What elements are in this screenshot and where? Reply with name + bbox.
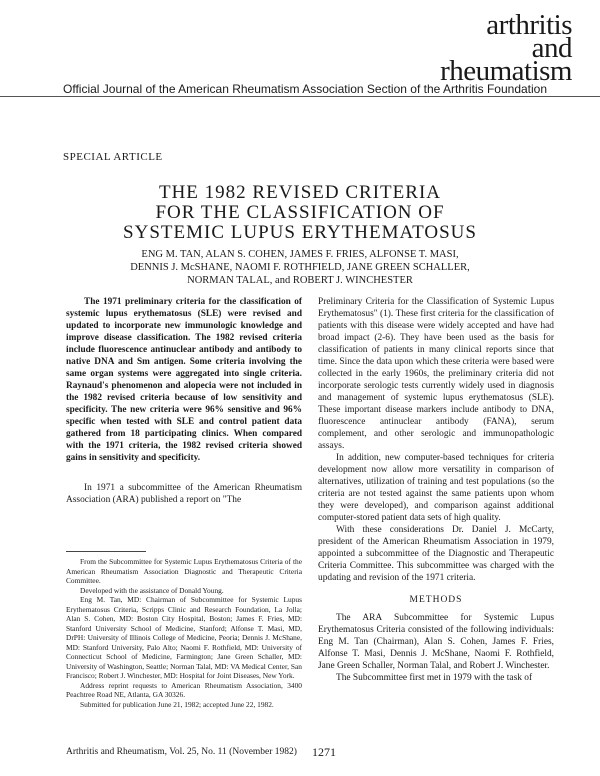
masthead-divider bbox=[0, 96, 600, 97]
body-paragraph-1: Preliminary Criteria for the Classification of Systemic Lupus Erythematosus" (1). These first criteria for the classification of patients with this disease were widely accepted and have had broad impact (2-6). They have been used as the basis for classification of patients in many clinical reports since that time. Since the data upon which these criteria were based were collected in the early 1960s, the preliminary criteria did not incorporate serologic tests currently widely used in diagnosis and management of systemic lupus erythematosus (SLE). These important disease markers include antibody to DNA, fluorescence antinuclear antibody (FANA), serum complement, and other serologic and immunopathologic assays. bbox=[318, 297, 554, 451]
body-paragraph-4: The ARA Subcommittee for Systemic Lupus Erythematosus Criteria consisted of the following individuals: Eng M. Tan (Chairman), Alan S. Cohen, James F. Fries, Alfonse T. Masi, Dennis J. McShane, Naomi F. Rothfield, Jane Green Schaller, Norman Talal, and Robert J. Winchester. bbox=[318, 613, 554, 671]
authors-line-1: ENG M. TAN, ALAN S. COHEN, JAMES F. FRIES, ALFONSE T. MASI, bbox=[141, 249, 459, 260]
page-number: 1271 bbox=[312, 745, 336, 759]
journal-masthead bbox=[440, 9, 572, 87]
masthead-line-2: and bbox=[531, 32, 572, 64]
abstract: The 1971 preliminary criteria for the classification of systemic lupus erythematosus (SLE) were revised and updated to incorporate new immunologic knowledge and improve disease classification. The 1982 revised criteria include fluorescence antinuclear antibody and antibody to native DNA and Sm antigen. Some criteria involving the same organ systems were aggregated into single criteria. Raynaud's phenomenon and alopecia were not included in the 1982 revised criteria because of low sensitivity and specificity. The new criteria were 96% sensitive and 96% specific when tested with SLE and control patient data gathered from 18 participating clinics. When compared with the 1971 criteria, the 1982 revised criteria showed gains in sensitivity and specificity. bbox=[66, 297, 302, 463]
masthead-line-1: arthritis bbox=[486, 9, 572, 41]
body-paragraph-5: The Subcommittee first met in 1979 with the task of bbox=[336, 673, 533, 683]
footnote-5: Submitted for publication June 21, 1982; accepted June 22, 1982. bbox=[80, 699, 274, 709]
authors-line-3: NORMAN TALAL, and ROBERT J. WINCHESTER bbox=[187, 275, 413, 286]
intro-paragraph: In 1971 a subcommittee of the American Rheumatism Association (ARA) published a report on "The bbox=[66, 483, 302, 505]
footnotes bbox=[66, 557, 302, 709]
title-line-1: THE 1982 REVISED CRITERIA bbox=[158, 182, 441, 203]
title-line-3: SYSTEMIC LUPUS ERYTHEMATOSUS bbox=[123, 222, 477, 243]
section-label: SPECIAL ARTICLE bbox=[63, 151, 163, 163]
article-title bbox=[0, 183, 600, 243]
footnote-3: Eng M. Tan, MD: Chairman of Subcommittee for Systemic Lupus Erythematosus Criteria, Scripps Clinic and Research Foundation, La Jolla; Alan S. Cohen, MD: Boston City Hospital, Boston; James F. Fries, MD: Stanford University School of Medicine, Stanford; Alfonse T. Masi, MD, DrPH: University of Illinois College of Medicine, Peoria; Dennis J. McShane, MD: Stanford University, Palo Alto; Naomi F. Rothfield, MD: University of Connecticut School of Medicine, Farmington; Jane Green Schaller, MD: University of Washington, Seattle; Norman Talal, MD: VA Medical Center, San Francisco; Robert J. Winchester, MD: Hospital for Joint Diseases, New York. bbox=[66, 595, 302, 680]
footnote-divider bbox=[66, 551, 146, 552]
footnote-1: From the Subcommittee for Systemic Lupus Erythematosus Criteria of the American Rheumatism Association Diagnostic and Therapeutic Criteria Committee. bbox=[66, 557, 302, 585]
author-list bbox=[0, 248, 600, 287]
masthead-line-3: rheumatism bbox=[440, 55, 572, 87]
body-paragraph-2: In addition, new computer-based techniques for criteria development now allow more versatility in comparison of alternatives, utilization of training and test populations (so the criteria are not tested against the same patients upon whom they were developed), and comparison against additional computer-stored patient data sets of high quality. bbox=[318, 453, 554, 523]
footnote-2: Developed with the assistance of Donald Young. bbox=[80, 585, 224, 595]
footer-journal-citation: Arthritis and Rheumatism, Vol. 25, No. 11 (November 1982) bbox=[66, 747, 297, 757]
body-paragraph-3: With these considerations Dr. Daniel J. McCarty, president of the American Rheumatism Association in 1979, appointed a subcommittee of the Diagnostic and Therapeutic Criteria Committee. This subcommittee was charged with the updating and revision of the 1971 criteria. bbox=[318, 525, 554, 583]
footnote-4: Address reprint requests to American Rheumatism Association, 3400 Peachtree Road NE, Atlanta, GA 30326. bbox=[66, 680, 302, 699]
right-column bbox=[318, 296, 554, 684]
journal-subtitle: Official Journal of the American Rheumatism Association Section of the Arthritis Foundation bbox=[63, 82, 548, 96]
spacer bbox=[66, 464, 302, 482]
left-column bbox=[66, 296, 302, 506]
authors-line-2: DENNIS J. McSHANE, NAOMI F. ROTHFIELD, JANE GREEN SCHALLER, bbox=[130, 262, 470, 273]
methods-heading: METHODS bbox=[409, 595, 463, 605]
title-line-2: FOR THE CLASSIFICATION OF bbox=[155, 202, 445, 223]
